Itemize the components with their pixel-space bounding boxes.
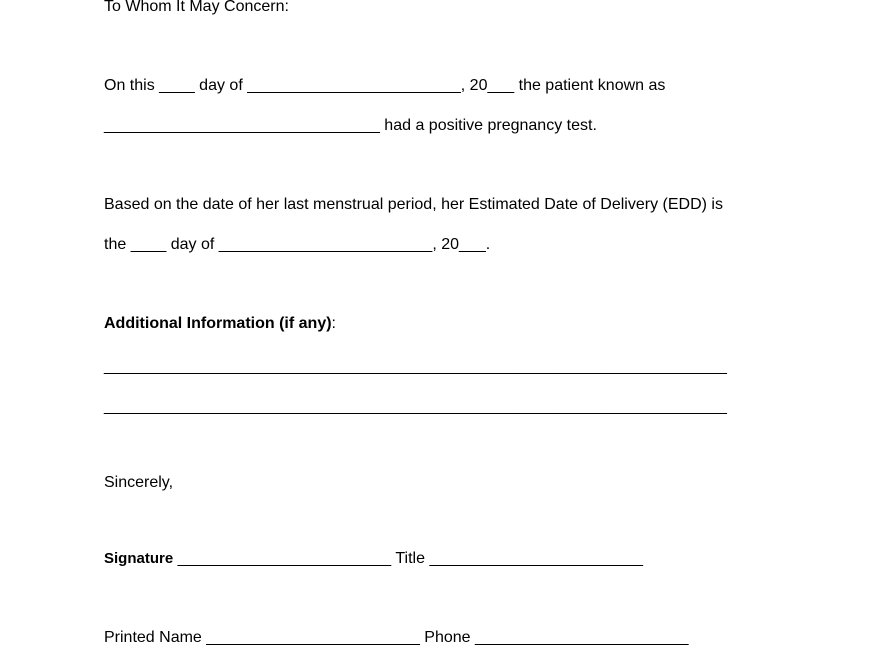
static-text: day of [166, 236, 219, 253]
static-text: the [104, 236, 131, 253]
static-text: the patient known as [514, 77, 666, 94]
edd-date-line [104, 235, 490, 255]
additional-info-label: Additional Information (if any) [104, 315, 332, 332]
edd-year-blank[interactable]: ___ [459, 236, 486, 253]
static-text: On this [104, 77, 160, 94]
static-text: , 20 [432, 236, 460, 253]
static-text: had a positive pregnancy test. [379, 117, 597, 134]
static-text: . [485, 236, 491, 253]
test-year-blank[interactable]: ___ [487, 77, 515, 94]
edd-month-blank[interactable]: ________________________ [218, 236, 433, 253]
closing: Sincerely, [104, 474, 174, 491]
signature-row [104, 549, 643, 569]
title-blank[interactable]: ________________________ [425, 550, 644, 567]
additional-info-line-2[interactable]: ______________________________________________________________________ [104, 398, 727, 415]
static-text: day of [194, 77, 248, 94]
static-text: : [331, 315, 336, 332]
edd-day-blank[interactable]: ____ [130, 236, 167, 253]
signature-label: Signature [104, 550, 174, 567]
title-label: Title [391, 550, 425, 567]
patient-name-line [104, 116, 597, 136]
printed-name-blank[interactable]: ________________________ [201, 629, 420, 646]
printed-name-row [104, 628, 689, 648]
static-text: , 20 [460, 77, 488, 94]
patient-name-blank[interactable]: _______________________________ [104, 117, 380, 134]
signature-blank[interactable]: ________________________ [173, 550, 392, 567]
phone-blank[interactable]: ________________________ [470, 629, 689, 646]
additional-info-heading [104, 314, 336, 334]
patient-date-line [104, 76, 665, 96]
additional-info-line-1[interactable]: ______________________________________________________________________ [104, 358, 727, 375]
salutation: To Whom It May Concern: [104, 0, 289, 15]
printed-name-label: Printed Name [104, 629, 202, 646]
phone-label: Phone [419, 629, 471, 646]
test-month-blank[interactable]: ________________________ [247, 77, 461, 94]
edd-intro-line: Based on the date of her last menstrual period, her Estimated Date of Delivery (EDD) is [104, 196, 723, 213]
test-day-blank[interactable]: ____ [159, 77, 195, 94]
